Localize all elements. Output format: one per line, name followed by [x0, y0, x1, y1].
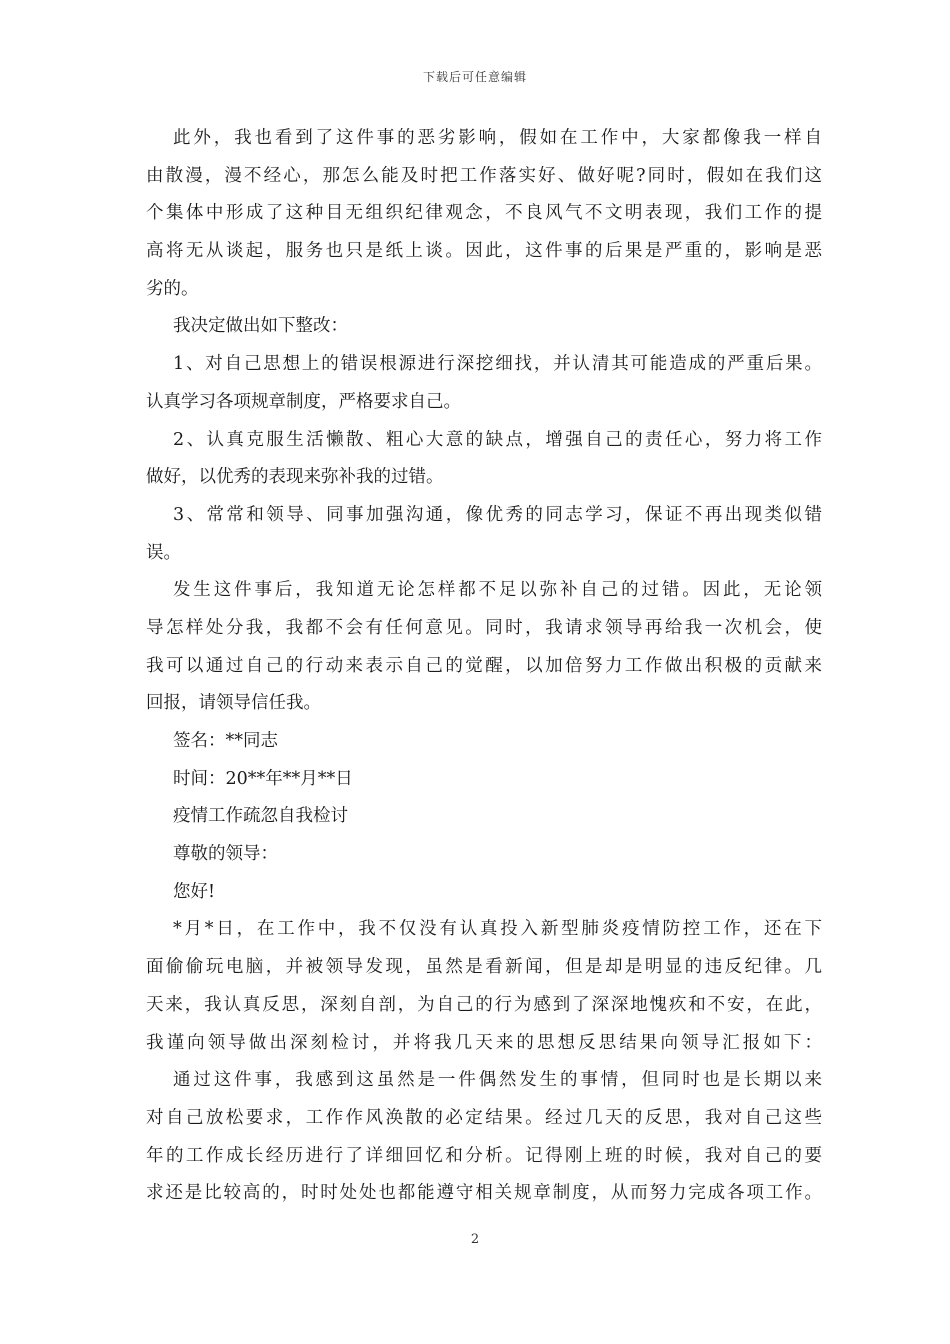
text-line: 发生这件事后，我知道无论怎样都不足以弥补自己的过错。因此，无论领 — [173, 580, 822, 601]
text-line: 做好，以优秀的表现来弥补我的过错。 — [146, 467, 444, 488]
text-line: *月*日，在工作中，我不仅没有认真投入新型肺炎疫情防控工作，还在下 — [173, 919, 822, 940]
text-line: 面偷偷玩电脑，并被领导发现，虽然是看新闻，但是却是明显的违反纪律。几 — [146, 957, 822, 978]
text-line: 1、对自己思想上的错误根源进行深挖细找，并认清其可能造成的严重后果。 — [173, 354, 822, 375]
text-line: 我决定做出如下整改： — [173, 316, 348, 337]
text-line: 2、认真克服生活懒散、粗心大意的缺点，增强自己的责任心，努力将工作 — [173, 429, 822, 450]
text-line: 求还是比较高的，时时处处也都能遵守相关规章制度，从而努力完成各项工作。 — [146, 1183, 822, 1204]
text-line: 由散漫，漫不经心，那怎么能及时把工作落实好、做好呢?同时，假如在我们这 — [146, 165, 822, 186]
page-number: 2 — [470, 1232, 480, 1247]
text-line: 签名：**同志 — [173, 731, 278, 751]
text-line: 年的工作成长经历进行了详细回忆和分析。记得刚上班的时候，我对自己的要 — [146, 1145, 822, 1166]
text-line: 导怎样处分我，我都不会有任何意见。同时，我请求领导再给我一次机会，使 — [146, 617, 822, 638]
text-line: 3、常常和领导、同事加强沟通，像优秀的同志学习，保证不再出现类似错 — [173, 504, 822, 525]
text-line: 对自己放松要求，工作作风涣散的必定结果。经过几天的反思，我对自己这些 — [146, 1107, 822, 1128]
text-line: 尊敬的领导： — [173, 844, 278, 865]
text-line: 误。 — [146, 542, 181, 563]
text-line: 时间：20**年**月**日 — [173, 768, 353, 789]
text-line: 此外，我也看到了这件事的恶劣影响，假如在工作中，大家都像我一样自 — [173, 128, 822, 148]
text-line: 高将无从谈起，服务也只是纸上谈。因此，这件事的后果是严重的，影响是恶 — [146, 241, 822, 262]
document-body — [146, 120, 822, 1213]
text-line: 疫情工作疏忽自我检讨 — [173, 806, 348, 827]
text-line: 我可以通过自己的行动来表示自己的觉醒，以加倍努力工作做出积极的贡献来 — [146, 655, 822, 676]
text-line: 天来，我认真反思，深刻自剖，为自己的行为感到了深深地愧疚和不安，在此， — [146, 994, 822, 1015]
text-line: 劣的。 — [146, 278, 199, 299]
text-line: 通过这件事，我感到这虽然是一件偶然发生的事情，但同时也是长期以来 — [173, 1070, 822, 1091]
page-header: 下载后可任意编辑 — [422, 70, 527, 84]
text-line: 个集体中形成了这种目无组织纪律观念，不良风气不文明表现，我们工作的提 — [146, 203, 822, 224]
text-line: 回报，请领导信任我。 — [146, 693, 321, 714]
text-line: 您好! — [173, 881, 216, 902]
text-line: 认真学习各项规章制度，严格要求自己。 — [146, 391, 461, 412]
text-line: 我谨向领导做出深刻检讨，并将我几天来的思想反思结果向领导汇报如下： — [146, 1032, 822, 1053]
